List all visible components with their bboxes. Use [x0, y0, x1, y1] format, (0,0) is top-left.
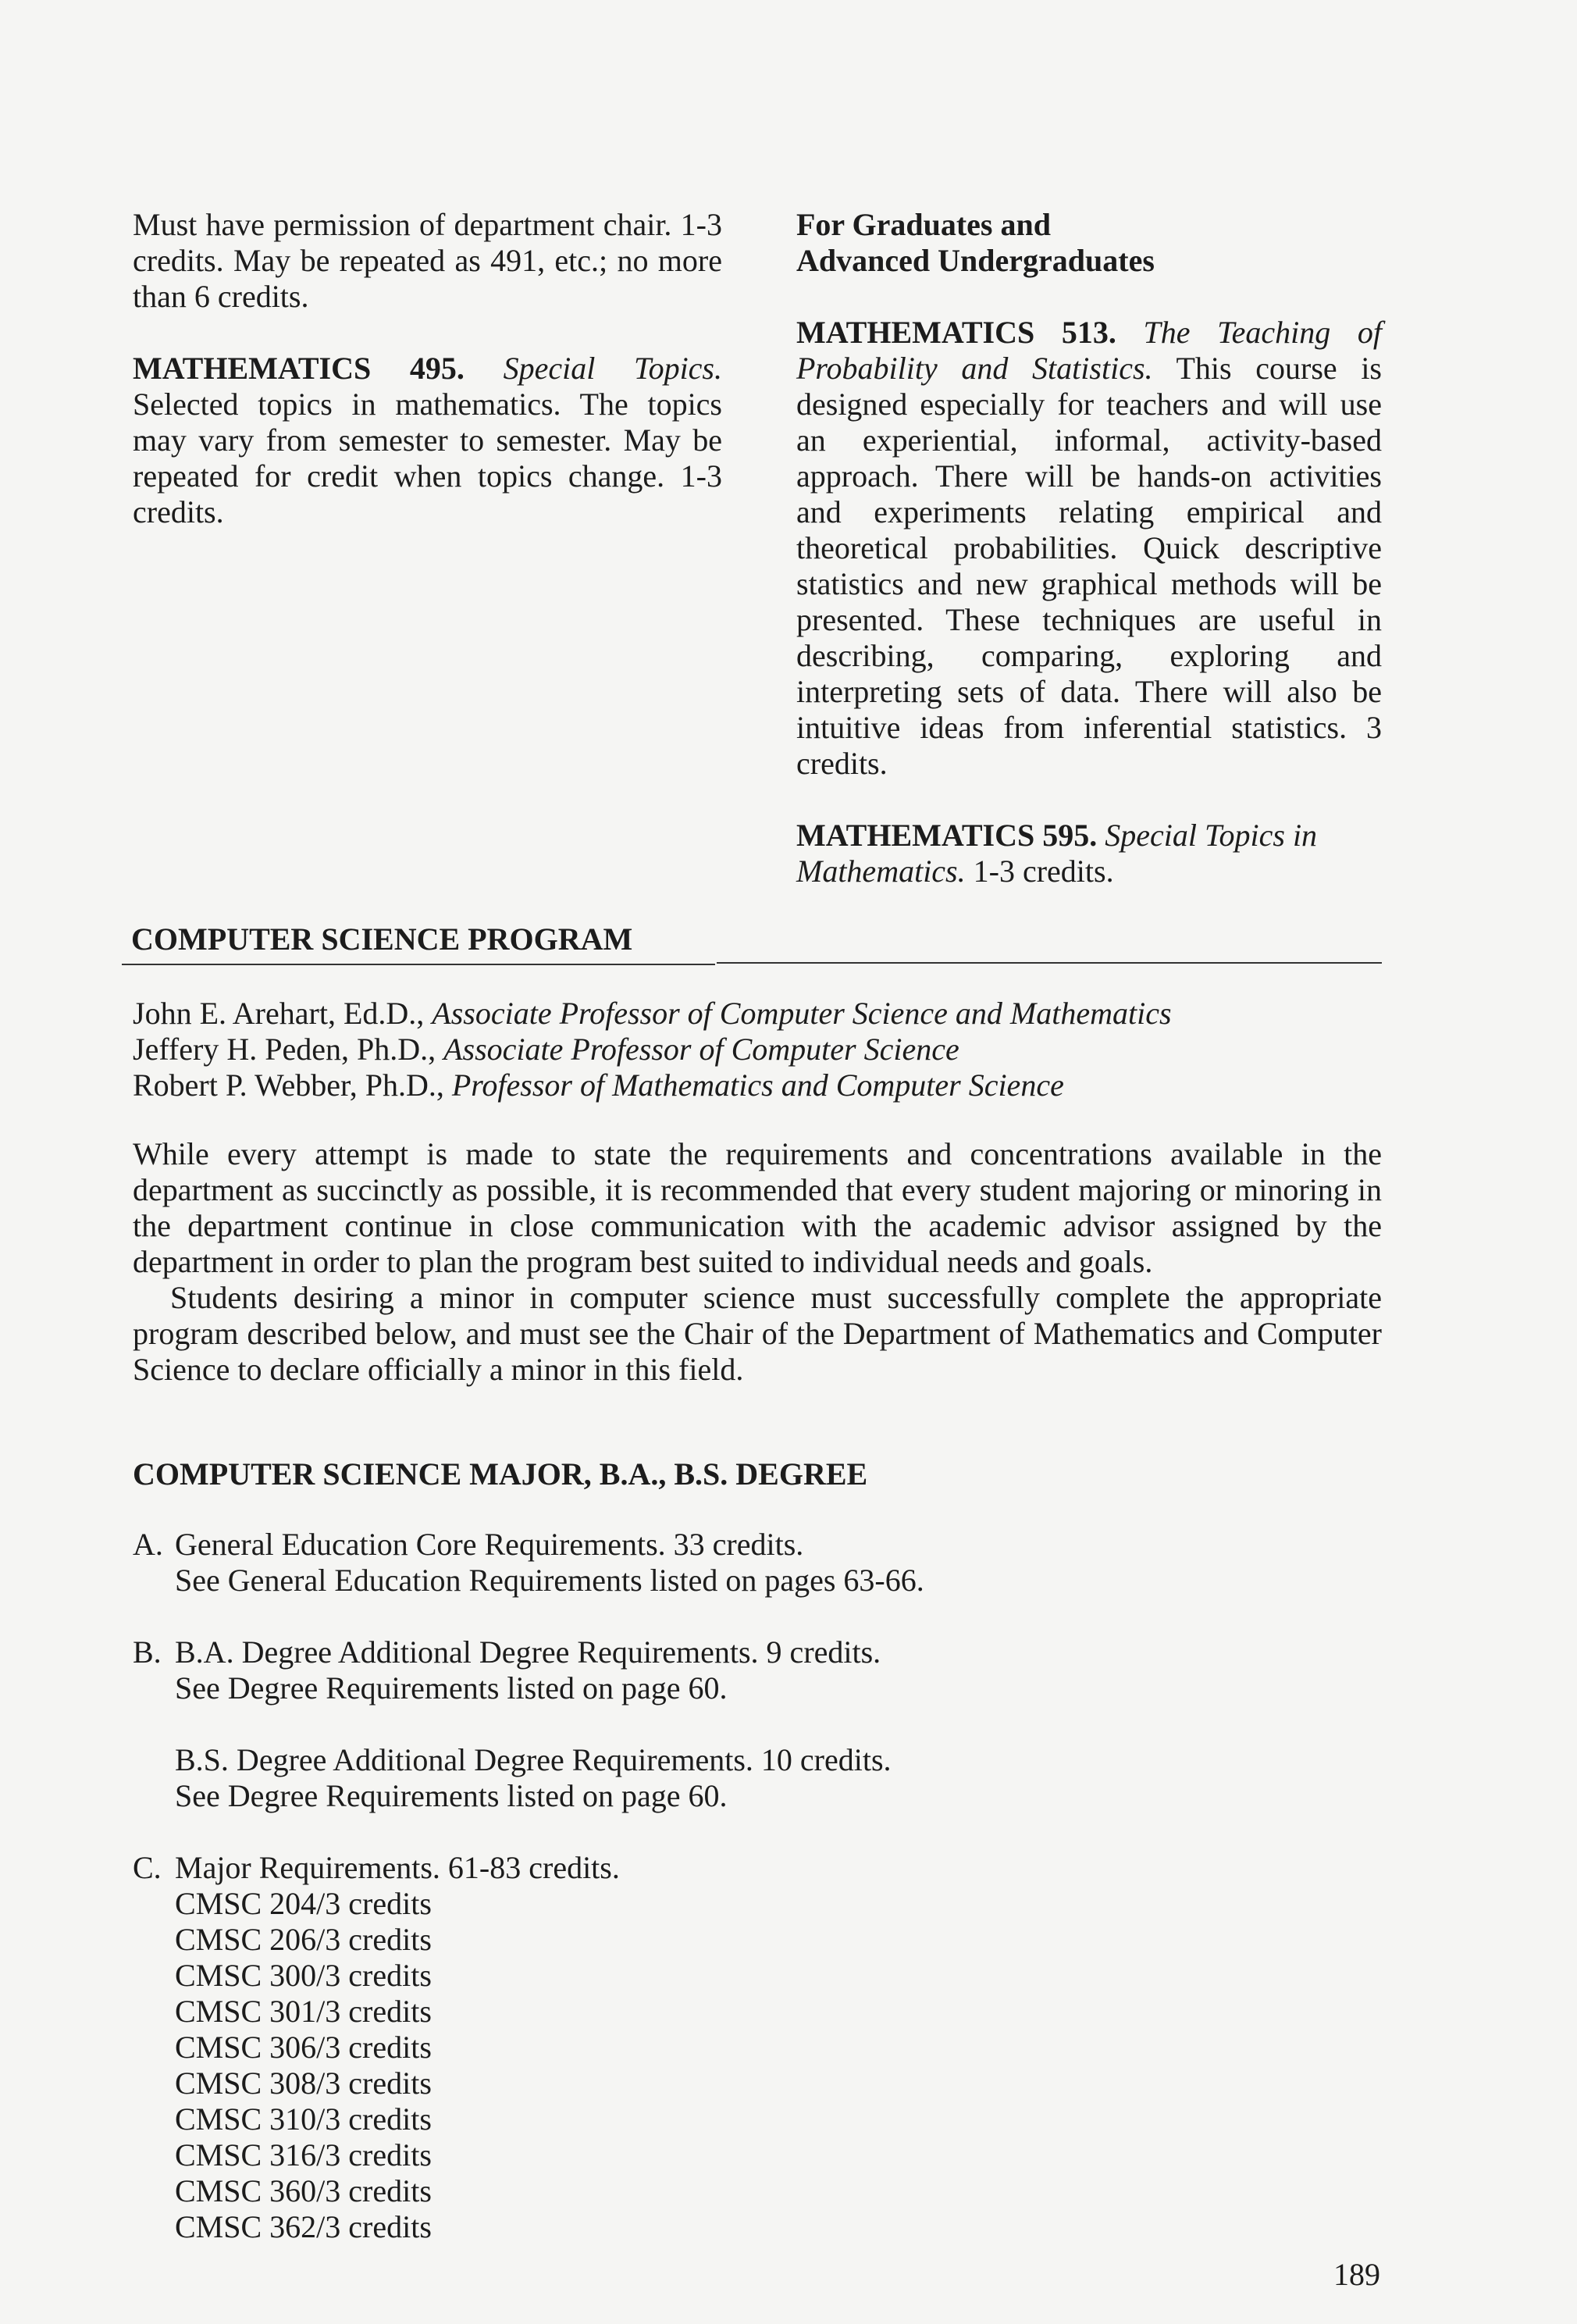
course-line: CMSC 300/3 credits: [175, 1958, 432, 1993]
faculty-name: Robert P. Webber, Ph.D.,: [133, 1068, 444, 1103]
intro-paragraph: While every attempt is made to state the requirements and concentrations available in the department as succinctly as possible, it is recommended that every student majoring or minoring in the department continue in close communication with the academic advisor assigned by the department in order to plan the program best suited to individual needs and goals.: [133, 1136, 1382, 1279]
course-title: Special Topics.: [503, 351, 723, 386]
requirement-line: See Degree Requirements listed on page 60.: [175, 1670, 728, 1706]
course-description: Selected topics in mathematics. The topics may vary from semester to semester. May be repeated for credit when topics change. 1-3 credits.: [133, 387, 722, 529]
heading-rule: [717, 962, 1382, 964]
minor-paragraph: Students desiring a minor in computer science must successfully complete the appropriate program described below, and must see the Chair of the Department of Mathematics and Computer Science to declare officially a minor in this field.: [133, 1280, 1382, 1387]
requirement-line: B.S. Degree Additional Degree Requirements. 10 credits.: [175, 1742, 892, 1777]
graduate-heading-line2: Advanced Undergraduates: [796, 243, 1155, 278]
faculty-name: Jeffery H. Peden, Ph.D.,: [133, 1032, 436, 1067]
program-intro: [133, 1136, 1382, 1388]
course-line: CMSC 204/3 credits: [175, 1886, 432, 1921]
course-line: CMSC 316/3 credits: [175, 2137, 432, 2173]
course-description: 1-3 credits.: [973, 854, 1114, 889]
requirement-letter: C.: [133, 1850, 162, 1885]
requirement-letter: B.: [133, 1634, 162, 1670]
requirement-line: Major Requirements. 61-83 credits.: [175, 1850, 620, 1885]
course-line: CMSC 362/3 credits: [175, 2209, 432, 2244]
graduate-heading: [796, 207, 1382, 279]
course-title: The Teaching of Probability and Statistics.: [796, 315, 1383, 386]
course-line: CMSC 360/3 credits: [175, 2173, 432, 2208]
course-line: CMSC 310/3 credits: [175, 2101, 432, 2137]
program-heading-title: COMPUTER SCIENCE PROGRAM: [131, 921, 633, 957]
course-description: This course is designed especially for teachers and will use an experiential, informal, activity-based approach. There will be hands-on activities and experiments relating empirical and theoretical probabilities. Quick descriptive statistics and new graphical methods will be presented. These techniques are useful in describing, comparing, exploring and interpreting sets of data. There will also be intuitive ideas from inferential statistics. 3 credits.: [796, 351, 1382, 781]
right-column: [796, 207, 1382, 889]
major-heading: COMPUTER SCIENCE MAJOR, B.A., B.S. DEGREE: [133, 1456, 868, 1492]
course-line: CMSC 206/3 credits: [175, 1922, 432, 1957]
course-code: MATHEMATICS 513.: [796, 315, 1116, 350]
course-line: CMSC 306/3 credits: [175, 2030, 432, 2065]
faculty-member: [133, 996, 1382, 1032]
faculty-title: Associate Professor of Computer Science: [443, 1032, 959, 1067]
faculty-list: [133, 996, 1382, 1103]
course-title: Special Topics in Mathematics.: [796, 818, 1318, 889]
requirement-letter: A.: [133, 1527, 163, 1562]
requirement-line: See Degree Requirements listed on page 60.: [175, 1778, 728, 1813]
requirement-line: B.A. Degree Additional Degree Requirements. 9 credits.: [175, 1634, 881, 1670]
course-line: CMSC 308/3 credits: [175, 2066, 432, 2101]
program-heading: [131, 921, 1382, 961]
graduate-heading-line1: For Graduates and: [796, 207, 1051, 242]
requirements-list: [133, 1527, 1382, 2245]
course-math-495: [133, 351, 722, 530]
faculty-member: [133, 1032, 1382, 1068]
faculty-title: Professor of Mathematics and Computer Science: [451, 1068, 1064, 1103]
permission-paragraph: Must have permission of department chair. 1-3 credits. May be repeated as 491, etc.; no more than 6 credits.: [133, 207, 722, 314]
requirement-a: [133, 1527, 1382, 1599]
course-math-595: [796, 818, 1382, 889]
course-code: MATHEMATICS 495.: [133, 351, 465, 386]
heading-underline: [122, 964, 715, 965]
faculty-title: Associate Professor of Computer Science and Mathematics: [432, 996, 1172, 1031]
requirement-c: [133, 1850, 1382, 2245]
course-line: CMSC 301/3 credits: [175, 1994, 432, 2029]
left-column: [133, 207, 722, 530]
requirement-line: General Education Core Requirements. 33 credits.: [175, 1527, 804, 1562]
page-number: 189: [1333, 2257, 1380, 2292]
requirement-b: [133, 1634, 1382, 1814]
faculty-member: [133, 1068, 1382, 1103]
requirement-line: See General Education Requirements listed on pages 63-66.: [175, 1563, 924, 1598]
course-math-513: [796, 315, 1382, 782]
faculty-name: John E. Arehart, Ed.D.,: [133, 996, 425, 1031]
course-code: MATHEMATICS 595.: [796, 818, 1098, 853]
